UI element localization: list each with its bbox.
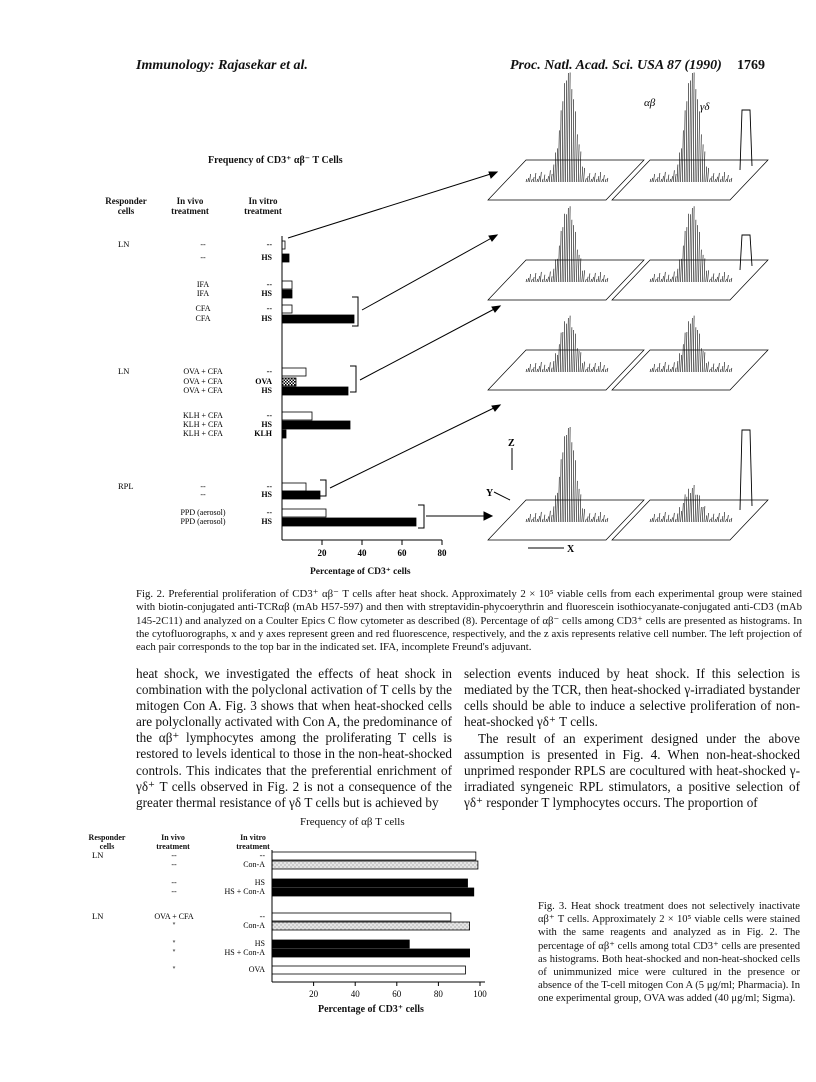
fig3-invivo-label: -- bbox=[171, 860, 177, 869]
label-gamma-delta: γδ bbox=[700, 101, 710, 113]
fig2-invitro-label: OVA bbox=[255, 377, 272, 386]
fig2-invitro-label: -- bbox=[266, 240, 272, 249]
fig2-invitro-label: -- bbox=[266, 304, 272, 313]
label-axis-x: X bbox=[567, 544, 575, 555]
fig2-invivo-label: OVA + CFA bbox=[183, 377, 223, 386]
fig2-tick-label: 40 bbox=[357, 548, 367, 558]
fig2-invivo-label: KLH + CFA bbox=[183, 420, 223, 429]
fig2-invitro-label: -- bbox=[266, 508, 272, 517]
body-text-right-p1: selection events induced by heat shock. If this selection is mediated by the TCR, then heat-shocked γ-irradiated bystander cells should be able to induce a selective proliferation of non-heat-shocked γδ⁺ T cells. bbox=[464, 666, 800, 730]
fig3-bar bbox=[272, 966, 465, 974]
running-head-authors: Immunology: Rajasekar et al. bbox=[136, 58, 308, 73]
fig2-col-invivo: In vivo treatment bbox=[171, 196, 209, 216]
label-axis-z: Z bbox=[508, 438, 515, 449]
label-alpha-beta: αβ bbox=[644, 97, 656, 109]
fig2-invivo-label: -- bbox=[200, 490, 206, 499]
fig3-invitro-label: HS bbox=[254, 939, 265, 948]
fig3-col-invitro: In vitro treatment bbox=[236, 833, 270, 851]
fig3-bar bbox=[272, 940, 409, 948]
fig3-invitro-label: OVA bbox=[248, 965, 265, 974]
fig2-title: Frequency of CD3⁺ αβ⁻ T Cells bbox=[208, 155, 343, 166]
fig3-invivo-label: OVA + CFA bbox=[154, 912, 194, 921]
fig3-invitro-label: HS bbox=[254, 878, 265, 887]
fig3-bar bbox=[272, 949, 470, 957]
fig3-tick-label: 40 bbox=[350, 989, 360, 999]
fig3-col-invivo: In vivo treatment bbox=[156, 833, 190, 851]
fig2-invivo-label: CFA bbox=[195, 314, 211, 323]
fig2-invivo-label: OVA + CFA bbox=[183, 367, 223, 376]
fig3-invitro-label: Con-A bbox=[243, 860, 265, 869]
fig3-bar bbox=[272, 922, 470, 930]
label-axis-y: Y bbox=[486, 488, 494, 499]
fig2-xlabel: Percentage of CD3⁺ cells bbox=[310, 567, 411, 577]
fig2-invitro-label: HS bbox=[261, 517, 272, 526]
fig3-bar bbox=[272, 888, 474, 896]
fig2-invitro-label: -- bbox=[266, 482, 272, 491]
fig3-group-label: LN bbox=[92, 911, 104, 921]
fig2-invitro-label: HS bbox=[261, 289, 272, 298]
fig2-invitro-label: -- bbox=[266, 280, 272, 289]
fig3-tick-label: 60 bbox=[392, 989, 402, 999]
fig2-invivo-label: PPD (aerosol) bbox=[180, 517, 226, 526]
fig2-invitro-label: HS bbox=[261, 314, 272, 323]
fig2-invitro-label: HS bbox=[261, 490, 272, 499]
fig2-invivo-label: OVA + CFA bbox=[183, 386, 223, 395]
running-head-journal: Proc. Natl. Acad. Sci. USA 87 (1990) bbox=[510, 58, 722, 73]
fig3-invivo-label: " bbox=[172, 948, 176, 957]
fig3-invitro-label: HS + Con-A bbox=[224, 887, 265, 896]
fig2-invitro-label: HS bbox=[261, 420, 272, 429]
fig3-invivo-label: -- bbox=[171, 851, 177, 860]
fig2-invitro-label: -- bbox=[266, 367, 272, 376]
fig3-invivo-label: " bbox=[172, 921, 176, 930]
fig2-tick-label: 60 bbox=[397, 548, 407, 558]
fig2-col-responder: Responder cells bbox=[105, 196, 147, 216]
fig3-invivo-label: -- bbox=[171, 878, 177, 887]
fig2-invivo-label: CFA bbox=[195, 304, 211, 313]
fig2-invivo-label: IFA bbox=[196, 289, 210, 298]
fig3-invivo-label: " bbox=[172, 939, 176, 948]
fig2-col-invitro: In vitro treatment bbox=[244, 196, 282, 216]
fig2-invivo-label: -- bbox=[200, 482, 206, 491]
page-number: 1769 bbox=[737, 58, 765, 73]
fig2-invitro-label: KLH bbox=[254, 429, 272, 438]
fig2-invivo-label: -- bbox=[200, 240, 206, 249]
fig3-bar bbox=[272, 852, 476, 860]
fig2-invivo-label: KLH + CFA bbox=[183, 411, 223, 420]
fig3-bar bbox=[272, 879, 468, 887]
fig2-group-label: RPL bbox=[118, 481, 134, 491]
fig2-caption: Fig. 2. Preferential proliferation of CD3⁺ αβ⁻ T cells after heat shock. Approximately 2 × 10⁵ viable cells from each experimental group were stained with biotin-conjugated anti-TCRαβ (mAb H57-597) and then with streptavidin-phycoerythrin and fluorescein isothiocyanate-conjugated anti-CD3 (mAb 145-2C11) and analyzed on a Coulter Epics C flow cytometer as described (8). Percentage of αβ⁻ cells among CD3⁺ cells are presented as histograms. In the cytofluorographs, x and y axes represent green and red fluorescence, respectively, and the z axis represents relative cell number. The left projection of each pair corresponds to the top bar in the indicated set. IFA, incomplete Freund's adjuvant. bbox=[136, 588, 802, 654]
fig3-bar bbox=[272, 913, 451, 921]
fig3-title: Frequency of αβ T cells bbox=[300, 816, 405, 828]
fig2-invivo-label: -- bbox=[200, 253, 206, 262]
fig2-tick-label: 80 bbox=[437, 548, 447, 558]
fig3-invitro-label: -- bbox=[259, 912, 265, 921]
fig3-caption: Fig. 3. Heat shock treatment does not selectively inactivate αβ⁺ T cells. Approximately 2 × 10⁵ viable cells were stained with the same reagents and analyzed as in Fig. 2. The percentage of αβ⁺ cells among total CD3⁺ cells are presented as histograms. Both heat-shocked and non-heat-shocked cells of unimmunized mice were cultured in the presence or absence of the T-cell mitogen Con A (5 μg/ml; Pharmacia). In one experimental group, OVA was added (40 μg/ml; Sigma). bbox=[538, 901, 800, 1005]
fig2-group-label: LN bbox=[118, 239, 130, 249]
fig2-group-label: LN bbox=[118, 366, 130, 376]
fig2-invivo-label: KLH + CFA bbox=[183, 429, 223, 438]
fig2-invivo-label: PPD (aerosol) bbox=[180, 508, 226, 517]
fig3-group-label: LN bbox=[92, 850, 104, 860]
fig2-invivo-label: IFA bbox=[196, 280, 210, 289]
fig2-invitro-label: HS bbox=[261, 253, 272, 262]
fig3-xlabel: Percentage of CD3⁺ cells bbox=[318, 1004, 424, 1015]
fig3-col-responder: Responder cells bbox=[88, 833, 126, 851]
fig3-invitro-label: -- bbox=[259, 851, 265, 860]
fig2-invitro-label: HS bbox=[261, 386, 272, 395]
fig2-invitro-label: -- bbox=[266, 411, 272, 420]
fig3-tick-label: 80 bbox=[433, 989, 443, 999]
fig3-invivo-label: " bbox=[172, 965, 176, 974]
fig3-invivo-label: -- bbox=[171, 887, 177, 896]
body-text-right-p2: The result of an experiment designed under the above assumption is presented in Fig. 4. When non-heat-shocked unprimed responder RPLS are cocultured with heat-shocked γ-irradiated syngeneic RPL stimulators, a positive selection of γδ⁺ responder T lymphocytes occurs. The proportion of bbox=[464, 731, 800, 811]
fig3-bar bbox=[272, 861, 478, 869]
fig3-invitro-label: Con-A bbox=[243, 921, 265, 930]
fig3-tick-label: 20 bbox=[309, 989, 319, 999]
fig3-invitro-label: HS + Con-A bbox=[224, 948, 265, 957]
fig2-tick-label: 20 bbox=[317, 548, 327, 558]
body-text-left: heat shock, we investigated the effects of heat shock in combination with the polyclonal activation of T cells by the mitogen Con A. Fig. 3 shows that when heat-shocked cells are polyclonally activated with Con A, the predominance of the αβ⁺ lymphocytes among the proliferating T cells is restored to levels identical to those in the non-heat-shocked controls. This indicates that the preferential enrichment of γδ⁺ T cells observed in Fig. 2 is not a consequence of the greater thermal resistance of γδ T cells but is achieved by bbox=[136, 666, 452, 810]
fig3-tick-label: 100 bbox=[473, 989, 487, 999]
